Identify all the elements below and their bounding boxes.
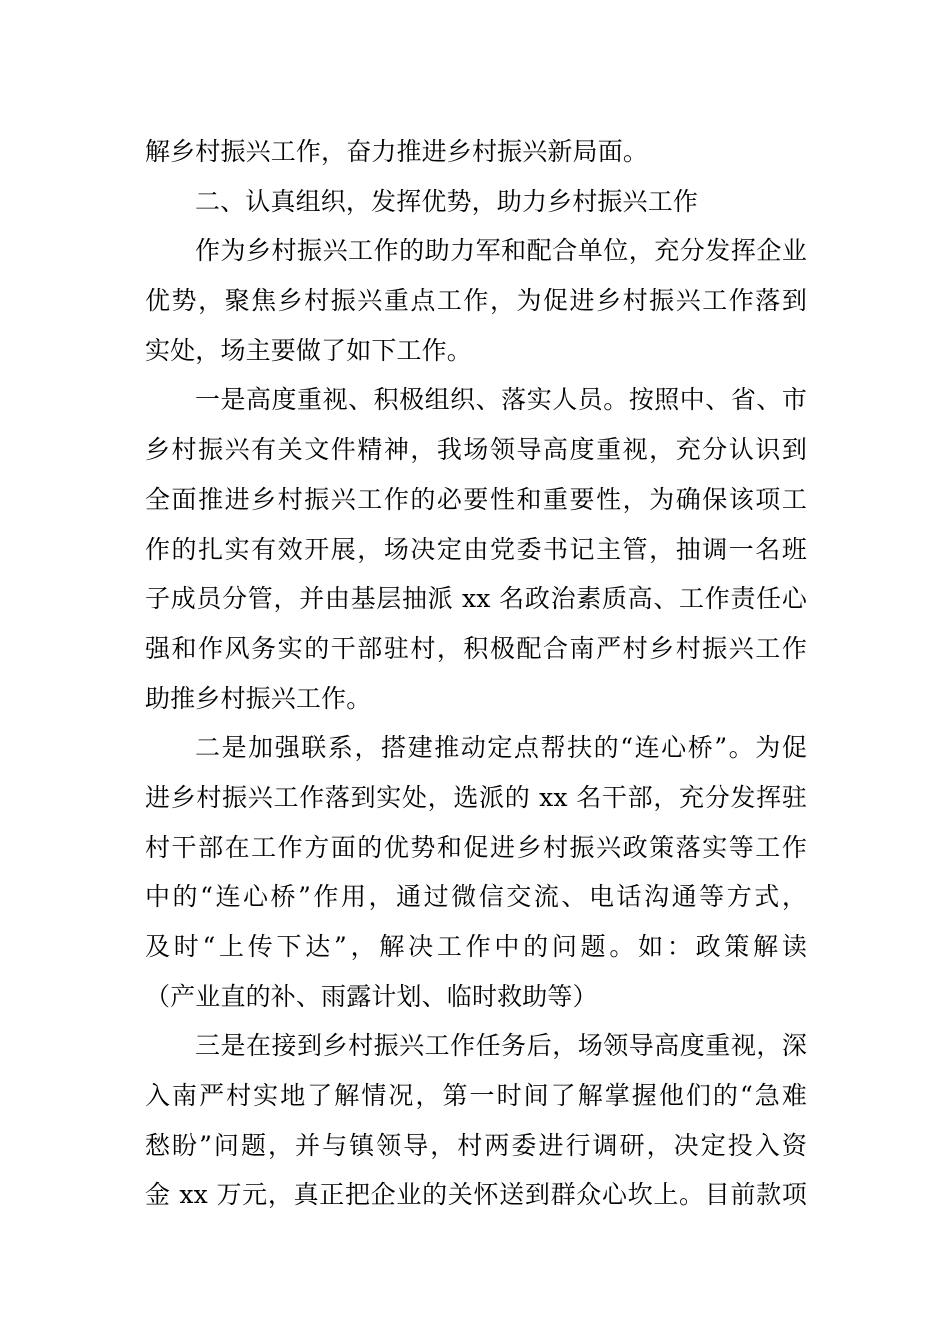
body-line: 及时“上传下达”，解决工作中的问题。如：政策解读	[145, 932, 807, 961]
body-line: （产业直的补、雨露计划、临时救助等）	[145, 981, 598, 1011]
body-line: 中的“连心桥”作用，通过微信交流、电话沟通等方式，	[145, 882, 807, 912]
body-line: 作的扎实有效开展，场决定由党委书记主管，抽调一名班	[145, 534, 807, 564]
body-line: 全面推进乡村振兴工作的必要性和重要性，为确保该项工	[145, 484, 807, 514]
body-line: 助推乡村振兴工作。	[145, 683, 372, 713]
body-line: 乡村振兴有关文件精神，我场领导高度重视，充分认识到	[145, 435, 807, 465]
section-heading: 二、认真组织，发挥优势，助力乡村振兴工作	[195, 186, 699, 216]
body-line: 二是加强联系，搭建推动定点帮扶的“连心桥”。为促	[195, 733, 807, 763]
body-line: 优势，聚焦乡村振兴重点工作，为促进乡村振兴工作落到	[145, 286, 807, 316]
body-line: 强和作风务实的干部驻村，积极配合南严村乡村振兴工作	[145, 633, 807, 663]
body-line: 一是高度重视、积极组织、落实人员。按照中、省、市	[195, 385, 807, 415]
body-line: 进乡村振兴工作落到实处，选派的 xx 名干部，充分发挥驻	[145, 782, 807, 812]
body-line: 作为乡村振兴工作的助力军和配合单位，充分发挥企业	[195, 236, 807, 266]
body-line: 金 xx 万元，真正把企业的关怀送到群众心坎上。目前款项	[145, 1180, 807, 1210]
body-line: 村干部在工作方面的优势和促进乡村振兴政策落实等工作	[145, 832, 807, 862]
document-body	[145, 127, 807, 1220]
body-line: 子成员分管，并由基层抽派 xx 名政治素质高、工作责任心	[145, 584, 807, 614]
body-line: 三是在接到乡村振兴工作任务后，场领导高度重视，深	[195, 1031, 807, 1061]
body-line: 解乡村振兴工作，奋力推进乡村振兴新局面。	[145, 137, 649, 166]
body-line: 入南严村实地了解情况，第一时间了解掌握他们的“急难	[145, 1081, 807, 1111]
body-line: 实处，场主要做了如下工作。	[145, 335, 472, 365]
body-line: 愁盼”问题，并与镇领导，村两委进行调研，决定投入资	[145, 1130, 807, 1160]
